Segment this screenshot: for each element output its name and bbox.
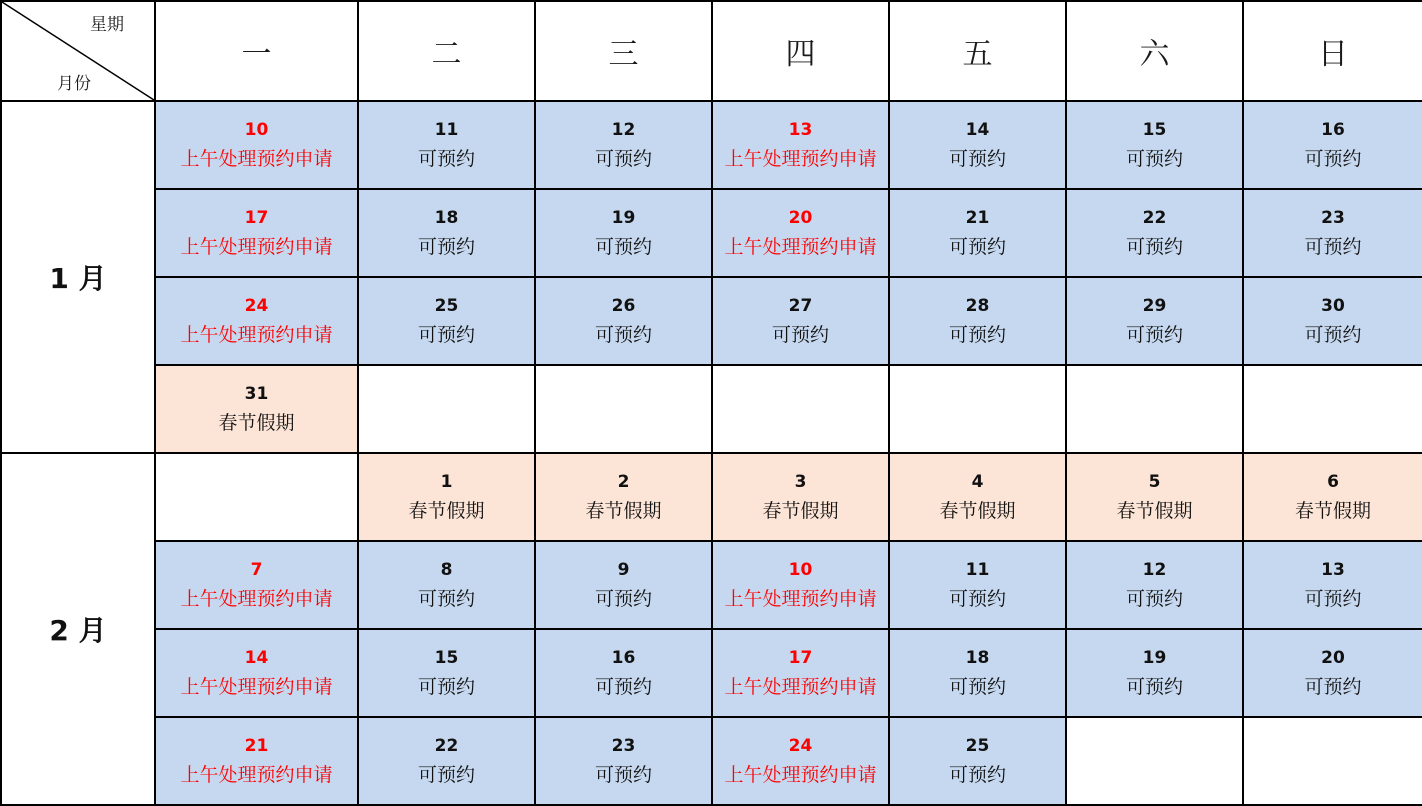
day-status: 可预约	[1125, 148, 1183, 170]
week-row	[1, 277, 1422, 365]
day-status: 可预约	[1125, 676, 1183, 698]
day-status: 可预约	[594, 236, 652, 258]
day-status: 春节假期	[408, 500, 485, 522]
day-number: 14	[244, 648, 269, 668]
day-cell-processing[interactable]	[155, 277, 358, 365]
day-cell-available[interactable]	[358, 629, 535, 717]
weekday-header-sun: 日	[1243, 1, 1422, 101]
day-status: 可预约	[771, 324, 829, 346]
day-cell-available[interactable]	[358, 277, 535, 365]
day-cell-available[interactable]	[1066, 101, 1243, 189]
weekday-header-fri: 五	[889, 1, 1066, 101]
day-status: 可预约	[948, 148, 1006, 170]
day-status: 可预约	[594, 148, 652, 170]
day-number: 21	[965, 208, 990, 228]
day-cell-available[interactable]	[535, 717, 712, 805]
day-status: 春节假期	[1116, 500, 1193, 522]
day-status: 上午处理预约申请	[180, 148, 333, 170]
corner-month-label: 月份	[57, 74, 91, 94]
weekday-header-tue: 二	[358, 1, 535, 101]
day-status: 可预约	[417, 676, 475, 698]
day-status: 上午处理预约申请	[180, 588, 333, 610]
day-status: 春节假期	[939, 500, 1016, 522]
week-row	[1, 189, 1422, 277]
day-number: 18	[434, 208, 459, 228]
empty-day-cell	[358, 365, 535, 453]
day-status: 可预约	[1304, 324, 1362, 346]
month-label: 2 月	[1, 453, 155, 805]
day-status: 可预约	[1125, 236, 1183, 258]
empty-day-cell	[889, 365, 1066, 453]
day-number: 19	[611, 208, 636, 228]
day-cell-available[interactable]	[889, 101, 1066, 189]
day-cell-available[interactable]	[535, 277, 712, 365]
day-number: 28	[965, 296, 990, 316]
day-cell-holiday[interactable]	[1243, 453, 1422, 541]
day-status: 可预约	[948, 324, 1006, 346]
empty-day-cell	[1066, 365, 1243, 453]
day-cell-processing[interactable]	[712, 629, 889, 717]
day-cell-processing[interactable]	[155, 541, 358, 629]
day-cell-processing[interactable]	[155, 189, 358, 277]
day-status: 春节假期	[762, 500, 839, 522]
day-number: 25	[965, 736, 990, 756]
day-status: 可预约	[1304, 148, 1362, 170]
day-status: 可预约	[594, 588, 652, 610]
day-number: 18	[965, 648, 990, 668]
day-status: 春节假期	[585, 500, 662, 522]
day-cell-available[interactable]	[1066, 277, 1243, 365]
empty-day-cell	[155, 453, 358, 541]
day-number: 5	[1148, 472, 1161, 492]
day-number: 16	[611, 648, 636, 668]
day-status: 可预约	[1304, 236, 1362, 258]
empty-day-cell	[1243, 365, 1422, 453]
week-row	[1, 629, 1422, 717]
day-status: 可预约	[1125, 324, 1183, 346]
day-status: 可预约	[594, 764, 652, 786]
week-row	[1, 453, 1422, 541]
day-number: 30	[1321, 296, 1345, 316]
corner-header-cell	[1, 1, 155, 101]
day-cell-available[interactable]	[1066, 629, 1243, 717]
day-number: 22	[434, 736, 459, 756]
day-cell-holiday[interactable]	[535, 453, 712, 541]
day-number: 17	[788, 648, 813, 668]
day-cell-available[interactable]	[535, 629, 712, 717]
day-cell-available[interactable]	[889, 629, 1066, 717]
day-cell-available[interactable]	[535, 101, 712, 189]
day-number: 17	[244, 208, 269, 228]
day-cell-available[interactable]	[712, 277, 889, 365]
day-number: 11	[434, 120, 459, 140]
day-cell-holiday[interactable]	[889, 453, 1066, 541]
day-cell-available[interactable]	[1243, 101, 1422, 189]
day-cell-available[interactable]	[1243, 277, 1422, 365]
day-number: 24	[244, 296, 269, 316]
day-cell-processing[interactable]	[712, 189, 889, 277]
day-status: 上午处理预约申请	[724, 676, 877, 698]
day-number: 13	[788, 120, 813, 140]
empty-day-cell	[712, 365, 889, 453]
day-cell-available[interactable]	[1243, 541, 1422, 629]
day-number: 29	[1142, 296, 1167, 316]
day-number: 4	[971, 472, 984, 492]
day-status: 可预约	[948, 588, 1006, 610]
day-status: 上午处理预约申请	[180, 324, 333, 346]
day-cell-available[interactable]	[889, 189, 1066, 277]
day-cell-available[interactable]	[1066, 189, 1243, 277]
day-status: 可预约	[948, 676, 1006, 698]
day-cell-available[interactable]	[889, 717, 1066, 805]
day-number: 10	[788, 560, 813, 580]
day-number: 21	[244, 736, 269, 756]
day-cell-holiday[interactable]	[155, 365, 358, 453]
week-row	[1, 365, 1422, 453]
empty-day-cell	[1066, 717, 1243, 805]
day-cell-available[interactable]	[1243, 629, 1422, 717]
day-status: 可预约	[948, 764, 1006, 786]
day-status: 可预约	[417, 324, 475, 346]
day-status: 春节假期	[218, 412, 295, 434]
day-number: 14	[965, 120, 990, 140]
day-status: 可预约	[417, 764, 475, 786]
day-cell-holiday[interactable]	[712, 453, 889, 541]
empty-day-cell	[535, 365, 712, 453]
day-status: 可预约	[594, 324, 652, 346]
day-number: 25	[434, 296, 459, 316]
day-cell-holiday[interactable]	[358, 453, 535, 541]
day-cell-available[interactable]	[1066, 541, 1243, 629]
month-label: 1 月	[1, 101, 155, 453]
day-number: 6	[1327, 472, 1339, 492]
day-number: 2	[617, 472, 630, 492]
day-cell-processing[interactable]	[155, 717, 358, 805]
day-status: 上午处理预约申请	[724, 764, 877, 786]
day-number: 23	[1321, 208, 1345, 228]
day-status: 上午处理预约申请	[724, 236, 877, 258]
day-status: 可预约	[1304, 588, 1362, 610]
day-status: 春节假期	[1294, 500, 1371, 522]
day-cell-available[interactable]	[535, 189, 712, 277]
day-status: 可预约	[1304, 676, 1362, 698]
day-cell-available[interactable]	[889, 541, 1066, 629]
day-status: 可预约	[417, 148, 475, 170]
weekday-header-sat: 六	[1066, 1, 1243, 101]
day-status: 可预约	[1125, 588, 1183, 610]
day-number: 12	[1142, 560, 1167, 580]
day-number: 23	[611, 736, 636, 756]
day-number: 19	[1142, 648, 1167, 668]
day-cell-processing[interactable]	[712, 717, 889, 805]
day-number: 22	[1142, 208, 1167, 228]
day-number: 31	[244, 384, 269, 404]
week-row	[1, 541, 1422, 629]
day-cell-processing[interactable]	[712, 101, 889, 189]
day-number: 3	[794, 472, 807, 492]
day-status: 上午处理预约申请	[180, 676, 333, 698]
day-number: 15	[1142, 120, 1167, 140]
day-cell-available[interactable]	[889, 277, 1066, 365]
day-number: 10	[244, 120, 269, 140]
day-status: 上午处理预约申请	[180, 236, 333, 258]
day-status: 上午处理预约申请	[724, 588, 877, 610]
day-cell-holiday[interactable]	[1066, 453, 1243, 541]
day-status: 可预约	[417, 588, 475, 610]
day-cell-available[interactable]	[535, 541, 712, 629]
day-number: 1	[440, 472, 453, 492]
week-row	[1, 101, 1422, 189]
day-cell-processing[interactable]	[155, 101, 358, 189]
day-number: 9	[617, 560, 630, 580]
day-cell-processing[interactable]	[712, 541, 889, 629]
day-number: 15	[434, 648, 459, 668]
day-status: 上午处理预约申请	[180, 764, 333, 786]
day-number: 13	[1321, 560, 1345, 580]
day-number: 12	[611, 120, 636, 140]
day-status: 可预约	[948, 236, 1006, 258]
day-cell-available[interactable]	[358, 189, 535, 277]
day-cell-processing[interactable]	[155, 629, 358, 717]
weekday-header-row	[1, 1, 1422, 101]
day-cell-available[interactable]	[1243, 189, 1422, 277]
day-number: 20	[1321, 648, 1345, 668]
day-number: 24	[788, 736, 813, 756]
day-number: 20	[788, 208, 813, 228]
empty-day-cell	[1243, 717, 1422, 805]
weekday-header-wed: 三	[535, 1, 712, 101]
day-cell-available[interactable]	[358, 541, 535, 629]
day-status: 可预约	[594, 676, 652, 698]
corner-week-label: 星期	[90, 15, 124, 35]
day-status: 可预约	[417, 236, 475, 258]
day-status: 上午处理预约申请	[724, 148, 877, 170]
week-row	[1, 717, 1422, 805]
day-number: 26	[611, 296, 636, 316]
weekday-header-mon: 一	[155, 1, 358, 101]
day-cell-available[interactable]	[358, 101, 535, 189]
day-number: 11	[965, 560, 990, 580]
day-number: 27	[788, 296, 813, 316]
weekday-header-thu: 四	[712, 1, 889, 101]
day-cell-available[interactable]	[358, 717, 535, 805]
day-number: 16	[1321, 120, 1345, 140]
day-number: 8	[440, 560, 453, 580]
day-number: 7	[250, 560, 263, 580]
